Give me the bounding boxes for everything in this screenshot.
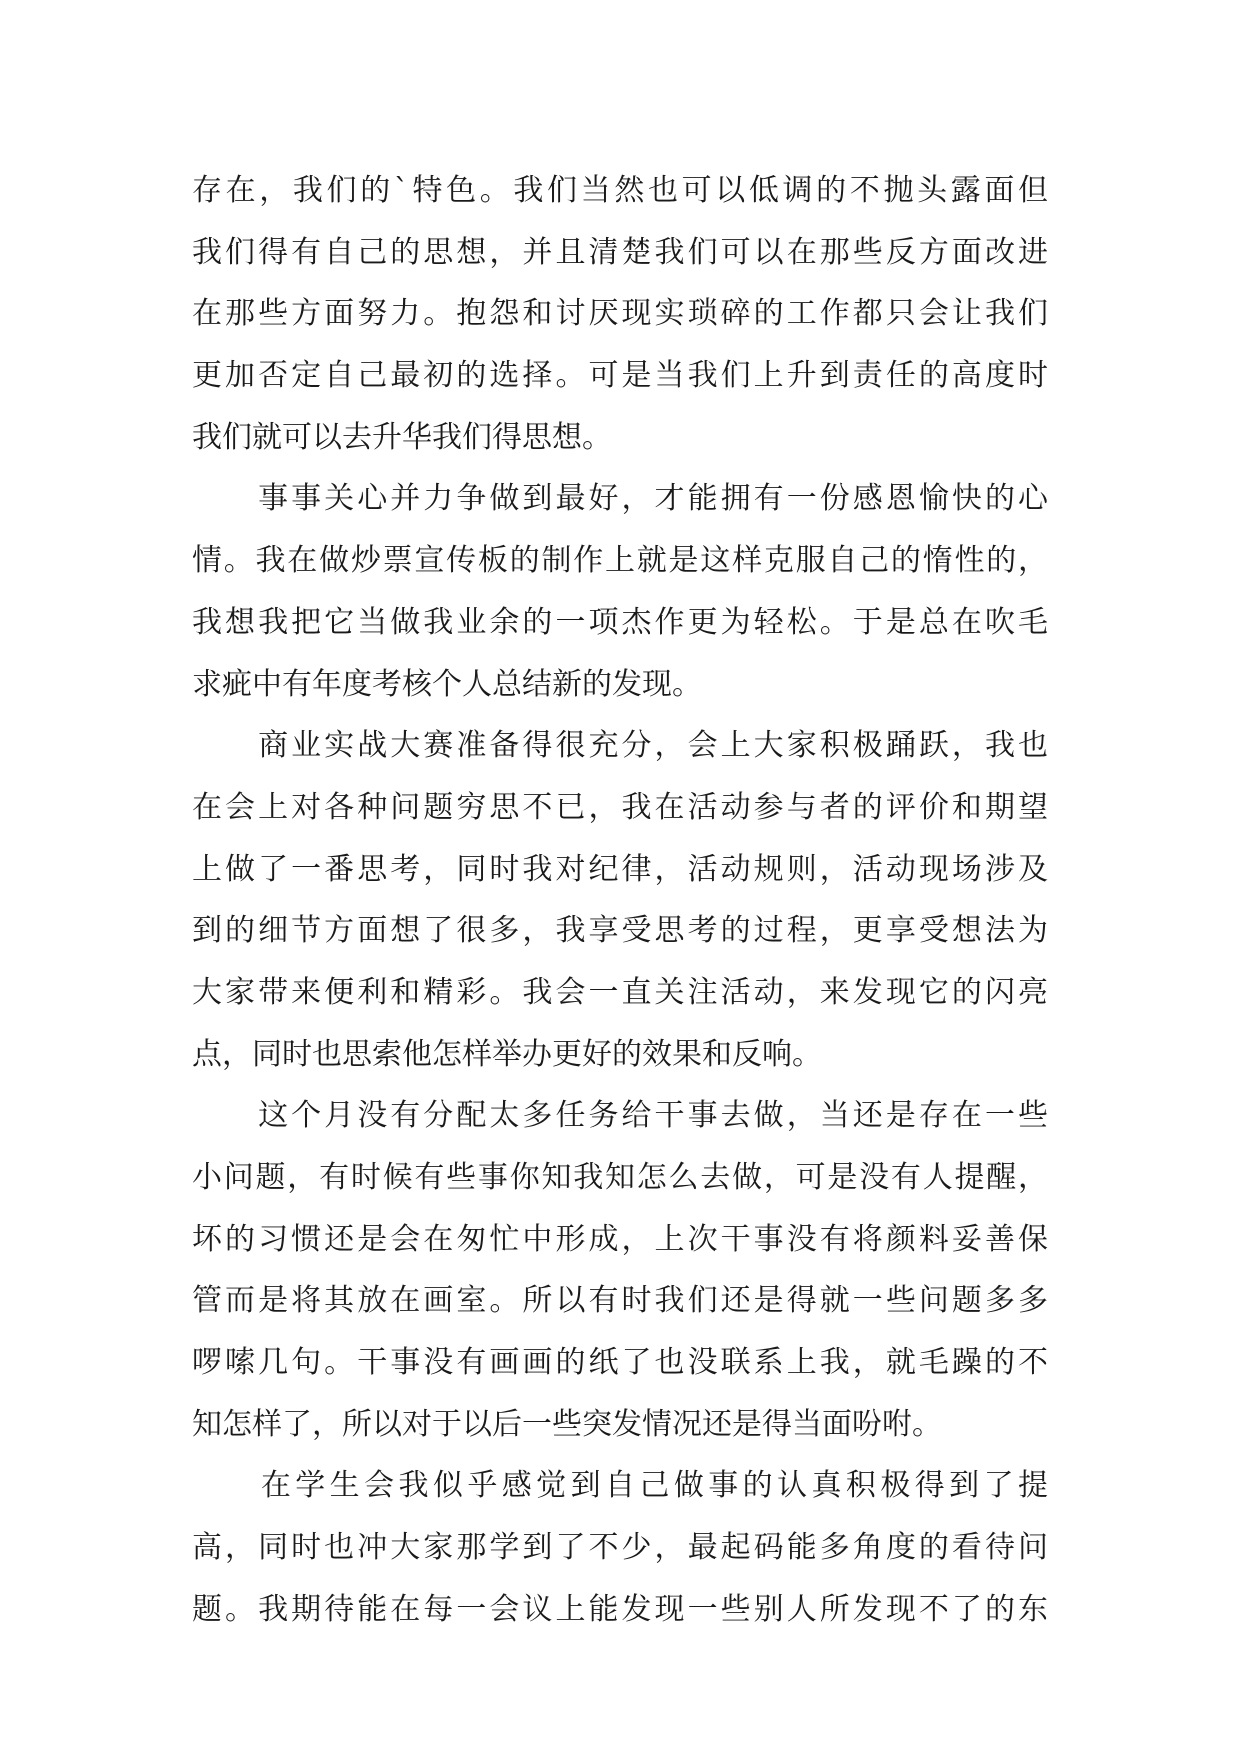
text-line: 大家带来便利和精彩。我会一直关注活动，来发现它的闪亮	[192, 974, 1048, 1010]
text-line: 这个月没有分配太多任务给干事去做，当还是存在一些	[192, 1098, 1048, 1134]
text-line: 我想我把它当做我业余的一项杰作更为轻松。于是总在吹毛	[192, 604, 1048, 640]
text-line: 小问题，有时候有些事你知我知怎么去做，可是没有人提醒，	[192, 1160, 1048, 1195]
text-line: 在那些方面努力。抱怨和讨厌现实琐碎的工作都只会让我们	[192, 296, 1048, 332]
text-line: 题。我期待能在每一会议上能发现一些别人所发现不了的东	[192, 1591, 1048, 1627]
text-line: 我们得有自己的思想，并且清楚我们可以在那些反方面改进	[192, 234, 1048, 270]
text-line: 情。我在做炒票宣传板的制作上就是这样克服自己的惰性的，	[192, 543, 1048, 579]
text-line: 高，同时也冲大家那学到了不少，最起码能多角度的看待问	[192, 1530, 1048, 1566]
text-line: 坏的习惯还是会在匆忙中形成，上次干事没有将颜料妥善保	[192, 1221, 1048, 1257]
text-line: 上做了一番思考，同时我对纪律，活动规则，活动现场涉及	[192, 851, 1048, 887]
text-line: 我们就可以去升华我们得思想。	[192, 419, 612, 455]
text-line: 存在，我们的`特色。我们当然也可以低调的不抛头露面但	[192, 173, 1048, 208]
text-line: 在会上对各种问题穷思不已，我在活动参与者的评价和期望	[192, 789, 1048, 825]
text-line: 求疵中有年度考核个人总结新的发现。	[192, 666, 702, 702]
text-line: 知怎样了，所以对于以后一些突发情况还是得当面吩咐。	[192, 1406, 942, 1442]
text-line: 商业实战大赛准备得很充分，会上大家积极踊跃，我也	[192, 728, 1048, 764]
text-line: 在学生会我似乎感觉到自己做事的认真积极得到了提	[192, 1468, 1048, 1504]
text-line: 更加否定自己最初的选择。可是当我们上升到责任的高度时	[192, 358, 1048, 394]
text-line: 点，同时也思索他怎样举办更好的效果和反响。	[192, 1036, 822, 1072]
text-line: 管而是将其放在画室。所以有时我们还是得就一些问题多多	[192, 1283, 1048, 1319]
text-line: 啰嗦几句。干事没有画画的纸了也没联系上我，就毛躁的不	[192, 1345, 1048, 1381]
document-page	[192, 160, 1048, 1641]
text-line: 事事关心并力争做到最好，才能拥有一份感恩愉快的心	[192, 481, 1048, 517]
text-line: 到的细节方面想了很多，我享受思考的过程，更享受想法为	[192, 913, 1048, 949]
